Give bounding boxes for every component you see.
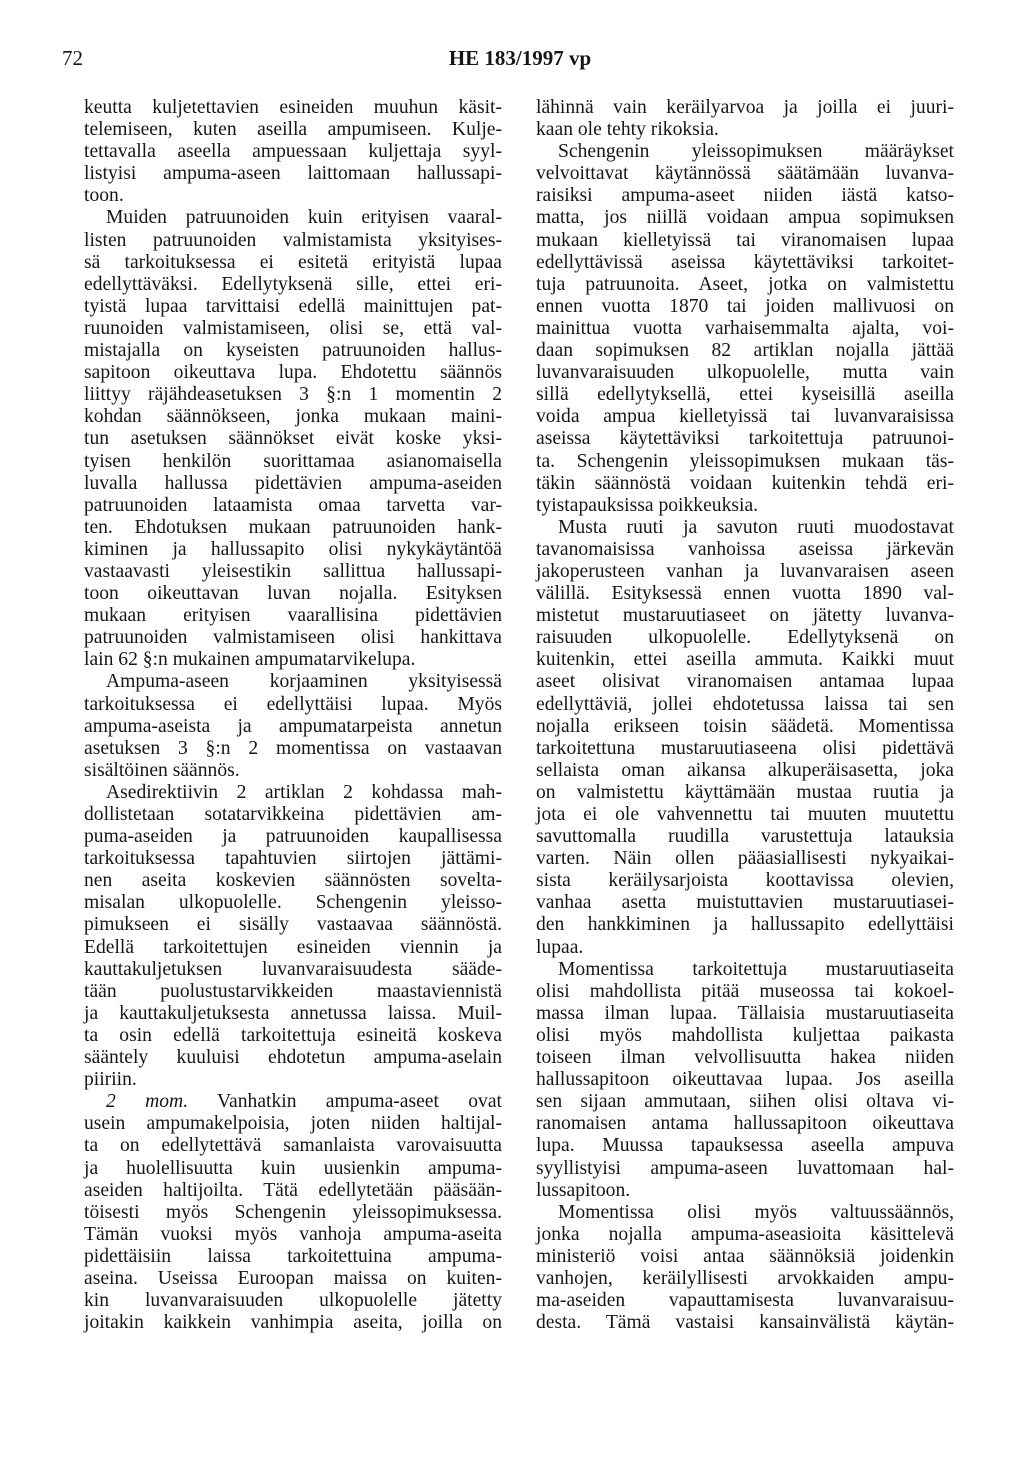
page-header [62,46,978,76]
text-line: dollistetaan sotatarvikkeina pidettävien am- [84,804,502,825]
text-line: edellyttäväksi. Edellytyksenä sille, ettei eri- [84,273,502,295]
text-line: Musta ruuti ja savuton ruuti muodostavat [558,516,954,538]
text-line: tavanomaisissa vanhoissa aseissa järkevän [536,538,954,560]
text-line: tuja patruunoita. Aseet, jotka on valmistettu [536,273,954,295]
text-line: luvanvaraisuuden ulkopuolelle, mutta vain [536,362,954,384]
text-line: Asedirektiivin 2 artiklan 2 kohdassa mah- [106,781,502,803]
text-line: jakoperusteen vanhan ja luvanvaraisen aseen [536,560,954,582]
text-line: syyllistyisi ampuma-aseen luvattomaan hal- [536,1157,954,1179]
text-line: listen patruunoiden valmistamista yksityises- [84,229,502,251]
text-line: tarkoitettuna mustaruutiaseena olisi pidettävä [536,737,954,759]
text-line: ta on edellytettävä samanlaista varovaisuutta [84,1135,502,1157]
text-line: ta. Schengenin yleissopimuksen mukaan täs- [536,450,954,472]
text-line: kiminen ja hallussapito olisi nykykäytäntöä [84,538,502,560]
text-line: kin luvanvaraisuuden ulkopuolelle jätetty [84,1290,502,1312]
text-line: Ampuma-aseen korjaaminen yksityisessä [106,671,502,693]
text-line: tyistapauksissa poikkeuksia. [536,494,759,516]
text-line: luvalla hallussa pidettävien ampuma-aseiden [84,472,502,494]
text-line: ta osin edellä tarkoitettuja esineitä koskeva [84,1024,502,1046]
text-line [84,1091,502,1113]
text-line-body: Vanhatkin ampuma-aseet ovat [217,1091,502,1113]
text-line: asetuksen 3 §:n 2 momentissa on vastaavan [84,737,502,759]
text-line: Muiden patruunoiden kuin erityisen vaaral- [106,207,502,229]
text-line: sillä edellytyksellä, ettei kyseisillä aseilla [536,384,954,406]
text-line: daan sopimuksen 82 artiklan nojalla jättää [536,340,954,362]
text-line: pidettäisiin laissa tarkoitettuina ampuma- [84,1245,502,1267]
text-line: velvoittavat käytännössä säätämään luvanva- [536,163,954,185]
text-line: Momentissa olisi myös valtuussäännös, [558,1201,954,1223]
text-line: telemiseen, kuten aseilla ampumiseen. Kulje- [84,119,502,141]
text-line: sisältöinen säännös. [84,759,240,781]
text-line: aseissa käytettäviksi tarkoitettuja patruunoi- [536,428,954,450]
text-line: lussapitoon. [536,1179,631,1201]
left-text-column [84,97,502,1334]
text-line: matta, jos niillä voidaan ampua sopimuksen [536,207,954,229]
text-line: Edellä tarkoitettujen esineiden viennin ja [84,936,502,958]
text-line: sä tarkoituksessa ei esitetä erityistä lupaa [84,251,502,273]
text-line: tettavalla aseella ampuessaan kuljettaja syyl- [84,141,502,163]
text-line: Schengenin yleissopimuksen määräykset [558,141,954,163]
text-line: töisesti myös Schengenin yleissopimuksessa. [84,1201,502,1223]
text-line: liittyy räjähdeasetuksen 3 §:n 1 momentin 2 [84,384,502,406]
text-line: täkin säännöstä voidaan kuitenkin tehdä eri- [536,472,954,494]
text-line: ennen vuotta 1870 tai joiden mallivuosi on [536,295,954,317]
text-line: Momentissa tarkoitettuja mustaruutiaseita [558,958,954,980]
text-line: tun asetuksen säännökset eivät koske yksi- [84,428,502,450]
text-line: listyisi ampuma-aseen laittomaan hallussapi- [84,163,502,185]
text-line: keutta kuljetettavien esineiden muuhun käsit- [84,97,502,118]
text-line: olisi myös mahdollista kuljettaa paikasta [536,1024,954,1046]
text-line: nen aseita koskevien säännösten sovelta- [84,870,502,892]
text-line: ja kauttakuljetuksesta annetussa laissa. Muil- [84,1002,502,1024]
text-line: varten. Näin ollen pääasiallisesti nykyaikai- [536,848,954,870]
text-line: edellyttävissä aseissa käytettäviksi tarkoitet- [536,251,954,273]
right-text-column [536,97,954,1334]
text-line: vanhaa asetta muistuttavien mustaruutiasei- [536,892,954,914]
text-line: mistajalla on kyseisten patruunoiden hallus- [84,340,502,362]
text-line: sapitoon oikeuttava lupa. Ehdotettu säännös [84,362,502,384]
text-line: kaan ole tehty rikoksia. [536,119,719,141]
text-line: toon. [84,185,124,207]
text-line: tyistä lupaa tarvittaisi edellä mainittujen pat- [84,295,502,317]
text-line: ampuma-aseista ja ampumatarpeista annetun [84,715,502,737]
text-line: ministeriö voisi antaa säännöksiä joidenkin [536,1245,954,1267]
text-line: vanhojen, keräilyllisesti arvokkaiden ampu- [536,1267,954,1289]
text-line: aseina. Useissa Euroopan maissa on kuiten- [84,1267,502,1289]
text-line: tarkoituksessa tapahtuvien siirtojen jättämi- [84,848,502,870]
text-line: patruunoiden valmistamiseen olisi hankittava [84,627,502,649]
document-id: HE 183/1997 vp [448,46,592,70]
text-line: hallussapitoon oikeuttavaa lupaa. Jos aseilla [536,1069,954,1091]
text-line: usein ampumakelpoisia, joten niiden haltijal- [84,1113,502,1135]
text-line: jonka nojalla ampuma-aseasioita käsittelevä [536,1223,954,1245]
text-line: raisiksi ampuma-aseet niiden iästä katso- [536,185,954,207]
text-line: kohdan säännökseen, jonka mukaan maini- [84,406,502,428]
text-line: patruunoiden lataamista omaa tarvetta var- [84,494,502,516]
text-line: vastaavasti yleisestikin sallittua hallussapi- [84,560,502,582]
text-line: lupaa. [536,936,584,958]
text-line: misalan ulkopuolelle. Schengenin yleisso- [84,892,502,914]
text-line: toon oikeuttavan luvan nojalla. Esityksen [84,583,502,605]
text-line: sääntely kuuluisi ehdotetun ampuma-aselain [84,1047,502,1069]
text-line: ja huolellisuutta kuin uusienkin ampuma- [84,1157,502,1179]
text-line: mukaan kielletyissä tai viranomaisen lupaa [536,229,954,251]
text-line: tarkoituksessa ei edellyttäisi lupaa. Myös [84,693,502,715]
text-line: joitakin kaikkein vanhimpia aseita, joilla on [84,1312,502,1334]
text-line: ten. Ehdotuksen mukaan patruunoiden hank- [84,516,502,538]
text-line: olisi mahdollista pitää museossa tai kokoel- [536,980,954,1002]
text-line: pimukseen ei sisälly vastaavaa säännöstä. [84,914,502,936]
text-line: jota ei ole vahvennettu tai muuten muutettu [536,804,954,825]
text-line: ruunoiden valmistamiseen, olisi se, että val- [84,317,502,339]
text-line: raisuuden ulkopuolelle. Edellytyksenä on [536,627,954,649]
text-line: sellaista oman aikansa alkuperäisasetta, joka [536,759,954,781]
text-line: mistetut mustaruutiaseet on jätetty luvanva- [536,605,954,627]
text-line: tyisen henkilön suorittamaa asianomaisella [84,450,502,472]
text-line: mainittua vuotta varhaisemmalta ajalta, voi- [536,317,954,339]
text-line: Tämän vuoksi myös vanhoja ampuma-aseita [84,1223,502,1245]
text-line: on valmistettu käyttämään mustaa ruutia ja [536,781,954,803]
text-line: sen sijaan ammutaan, siihen olisi oltava vi- [536,1091,954,1113]
text-line: aseet olisivat viranomaisen antamaa lupaa [536,671,954,693]
text-line: mukaan erityisen vaarallisina pidettävien [84,605,502,627]
text-line: lain 62 §:n mukainen ampumatarvikelupa. [84,649,416,671]
text-line: lupa. Muussa tapauksessa aseella ampuva [536,1135,954,1157]
text-line: den hankkiminen ja hallussapito edellyttäisi [536,914,954,936]
text-line: edellyttäviä, jollei ehdotetussa laissa tai sen [536,693,954,715]
text-line: nojalla erikseen toisin säädetä. Momentissa [536,715,954,737]
text-line: puma-aseiden ja patruunoiden kaupallisessa [84,826,502,848]
text-line: tään puolustustarvikkeiden maastaviennistä [84,980,502,1002]
text-line: desta. Tämä vastaisi kansainvälistä käytän- [536,1312,954,1334]
text-line: kuitenkin, ettei aseilla ammuta. Kaikki muut [536,649,954,671]
page-number: 72 [62,46,83,70]
text-line: toiseen ilman velvollisuutta hakea niiden [536,1047,954,1069]
text-line: sista keräilysarjoista koottavissa olevien, [536,870,954,892]
text-line: piiriin. [84,1069,137,1091]
text-line: savuttomalla ruudilla varustettuja latauksia [536,826,954,848]
text-line: aseiden haltijoilta. Tätä edellytetään pääsään- [84,1179,502,1201]
text-line: lähinnä vain keräilyarvoa ja joilla ei juuri- [536,97,954,118]
text-line: ranomaisen antama hallussapitoon oikeuttava [536,1113,954,1135]
text-line: voida ampua kielletyissä tai luvanvaraisissa [536,406,954,428]
text-line: massa ilman lupaa. Tällaisia mustaruutiaseita [536,1002,954,1024]
section-reference: 2 mom. [106,1091,189,1113]
text-line: kauttakuljetuksen luvanvaraisuudesta sääde- [84,958,502,980]
text-line: välillä. Esityksessä ennen vuotta 1890 val- [536,583,954,605]
text-line: ma-aseiden vapauttamisesta luvanvaraisuu- [536,1290,954,1312]
